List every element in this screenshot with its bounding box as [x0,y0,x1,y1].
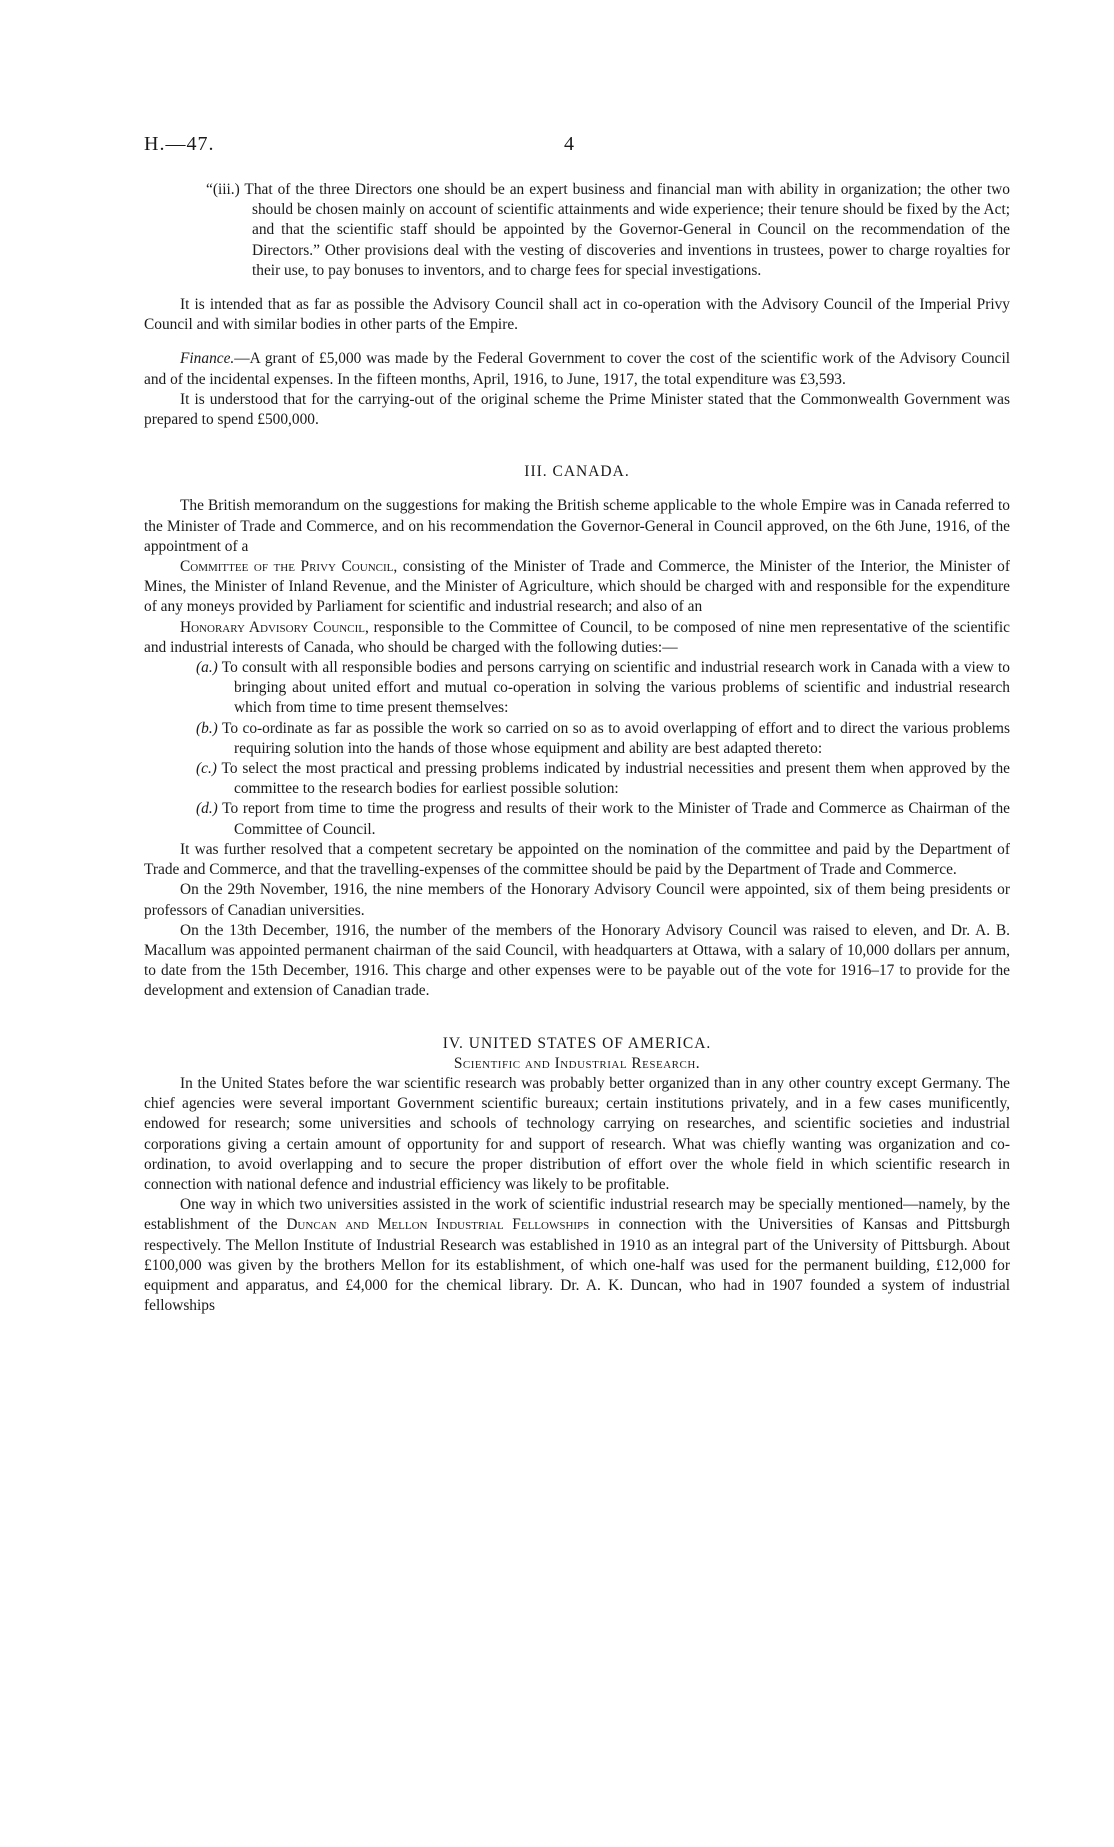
spacer [144,1002,1010,1034]
fellowships-name: Duncan and Mellon Industrial Fellowships [286,1216,590,1234]
duty-label: (c.) [196,760,217,778]
fellowships-text-before: One way in which two universities assisted in the work of scientific industrial research may be specially mentioned—namely, by the establishment of the [144,1196,1010,1234]
spacer [144,430,1010,462]
council-text: , responsible to the Committee of Council, to be composed of nine men representative of the scientific and industrial interests of Canada, who should be charged with the following duties:— [144,618,1010,656]
paragraph-finance [144,349,1010,389]
duty-item [196,658,1010,719]
duty-item [196,799,1010,839]
report-reference: H.—47. [144,133,215,155]
council-name: Honorary Advisory Council [180,618,365,636]
quote-iii: “(iii.) That of the three Directors one should be an expert business and financial man with ability in organization; the other two should be chosen mainly on account of scientific attainments and wide experience; their tenure should be fixed by the Act; and that the scientific staff should be appointed by the Governor-General in Council on the recommendation of the Directors.” Other provisions deal with the vesting of discoveries and inventions in trustees, power to charge royalties for their use, to pay bonuses to inventors, and to charge fees for special investigations. [206,181,1010,279]
page-number: 4 [564,133,574,155]
finance-label: Finance. [180,350,235,368]
spacer [144,281,1010,295]
section-heading-usa: IV. UNITED STATES OF AMERICA. [442,1034,712,1052]
spacer [144,482,1010,496]
duty-text: To select the most practical and pressing problems indicated by industrial necessities and present them when approved by the committee to the research bodies for earliest possible solution: [221,760,1010,798]
duty-label: (d.) [196,800,218,818]
section-heading-canada: III. CANADA. [524,463,630,481]
subheading-usa: Scientific and Industrial Research. [453,1054,701,1072]
duty-item [196,719,1010,759]
paragraph-memorandum: The British memorandum on the suggestions for making the British scheme applicable to the whole Empire was in Canada referred to the Minister of Trade and Commerce, and on his recommendation the Governor-General in Council approved, on the 6th June, 1916, of the appointment of a [144,497,1010,555]
finance-text: —A grant of £5,000 was made by the Federal Government to cover the cost of the scientific work of the Advisory Council and of the incidental expenses. In the fifteen months, April, 1916, to June, 1917, the total expenditure was £3,593. [144,350,1010,388]
body-text [144,180,1010,1316]
committee-text: , consisting of the Minister of Trade and Commerce, the Minister of the Interior, the Minister of Mines, the Minister of Inland Revenue, and the Minister of Agriculture, which should be charged with and responsible for the expenditure of any moneys provided by Parliament for scientific and industrial research; and also of an [144,558,1010,616]
paragraph-us-research: In the United States before the war scientific research was probably better organized than in any other country except Germany. The chief agencies were several important Government scientific bureaux; certain institutions privately, and in a few cases munificently, endowed for research; some universities and schools of technology carrying on researches, and scientific societies and industrial corporations giving a certain amount of opportunity for and support of research. What was chiefly wanting was organization and co-ordination, to avoid overlapping and to secure the proper distribution of effort over the whole field in which scientific research in connection with national defence and industrial efficiency was likely to be profitable. [144,1074,1010,1193]
paragraph-november: On the 29th November, 1916, the nine members of the Honorary Advisory Council were appointed, six of them being presidents or professors of Canadian universities. [144,881,1010,919]
paragraph-resolved: It was further resolved that a competent secretary be appointed on the nomination of the committee and paid by the Department of Trade and Commerce, and that the travelling-expenses of the committee should be paid by the Department of Trade and Commerce. [144,840,1010,879]
paragraph-december: On the 13th December, 1916, the number of the members of the Honorary Advisory Council was raised to eleven, and Dr. A. B. Macallum was appointed permanent chairman of the said Council, with headquarters at Ottawa, with a salary of 10,000 dollars per annum, to date from the 15th December, 1916. This charge and other expenses were to be payable out of the vote for 1916–17 to provide for the development and extension of Canadian trade. [144,921,1010,1000]
page-header [144,133,986,161]
duty-text: To co-ordinate as far as possible the work so carried on so as to avoid overlapping of effort and to direct the various problems requiring solution into the hands of those whose equipment and ability are best adapted thereto: [222,719,1010,757]
committee-name: Committee of the Privy Council [180,558,394,576]
duty-item [196,759,1010,799]
fellowships-text-after: in connection with the Universities of Kansas and Pittsburgh respectively. The Mellon Institute of Industrial Research was established in 1910 as an integral part of the University of Pittsburgh. About £100,000 was given by the brothers Mellon for its establishment, of which one-half was used for the permanent building, £12,000 for equipment and apparatus, and £4,000 for the chemical library. Dr. A. K. Duncan, who had in 1907 founded a system of industrial fellowships [144,1216,1010,1315]
duty-text: To consult with all responsible bodies and persons carrying on scientific and industrial research work in Canada with a view to bringing about united effort and mutual co-operation in solving the various problems of scientific and industrial research which from time to time present themselves: [221,659,1010,717]
duty-label: (b.) [196,719,218,737]
duty-text: To report from time to time the progress and results of their work to the Minister of Trade and Commerce as Chairman of the Committee of Council. [222,800,1011,838]
paragraph-us-fellowships [144,1195,1010,1316]
paragraph-committee [144,557,1010,618]
spacer [144,335,1010,349]
paragraph-advisory: It is intended that as far as possible the Advisory Council shall act in co-operation with the Advisory Council of the Imperial Privy Council and with similar bodies in other parts of the Empire. [144,296,1010,334]
duty-label: (a.) [196,659,218,677]
paragraph-understood: It is understood that for the carrying-out of the original scheme the Prime Minister stated that the Commonwealth Government was prepared to spend £500,000. [144,390,1010,429]
paragraph-council [144,618,1010,658]
